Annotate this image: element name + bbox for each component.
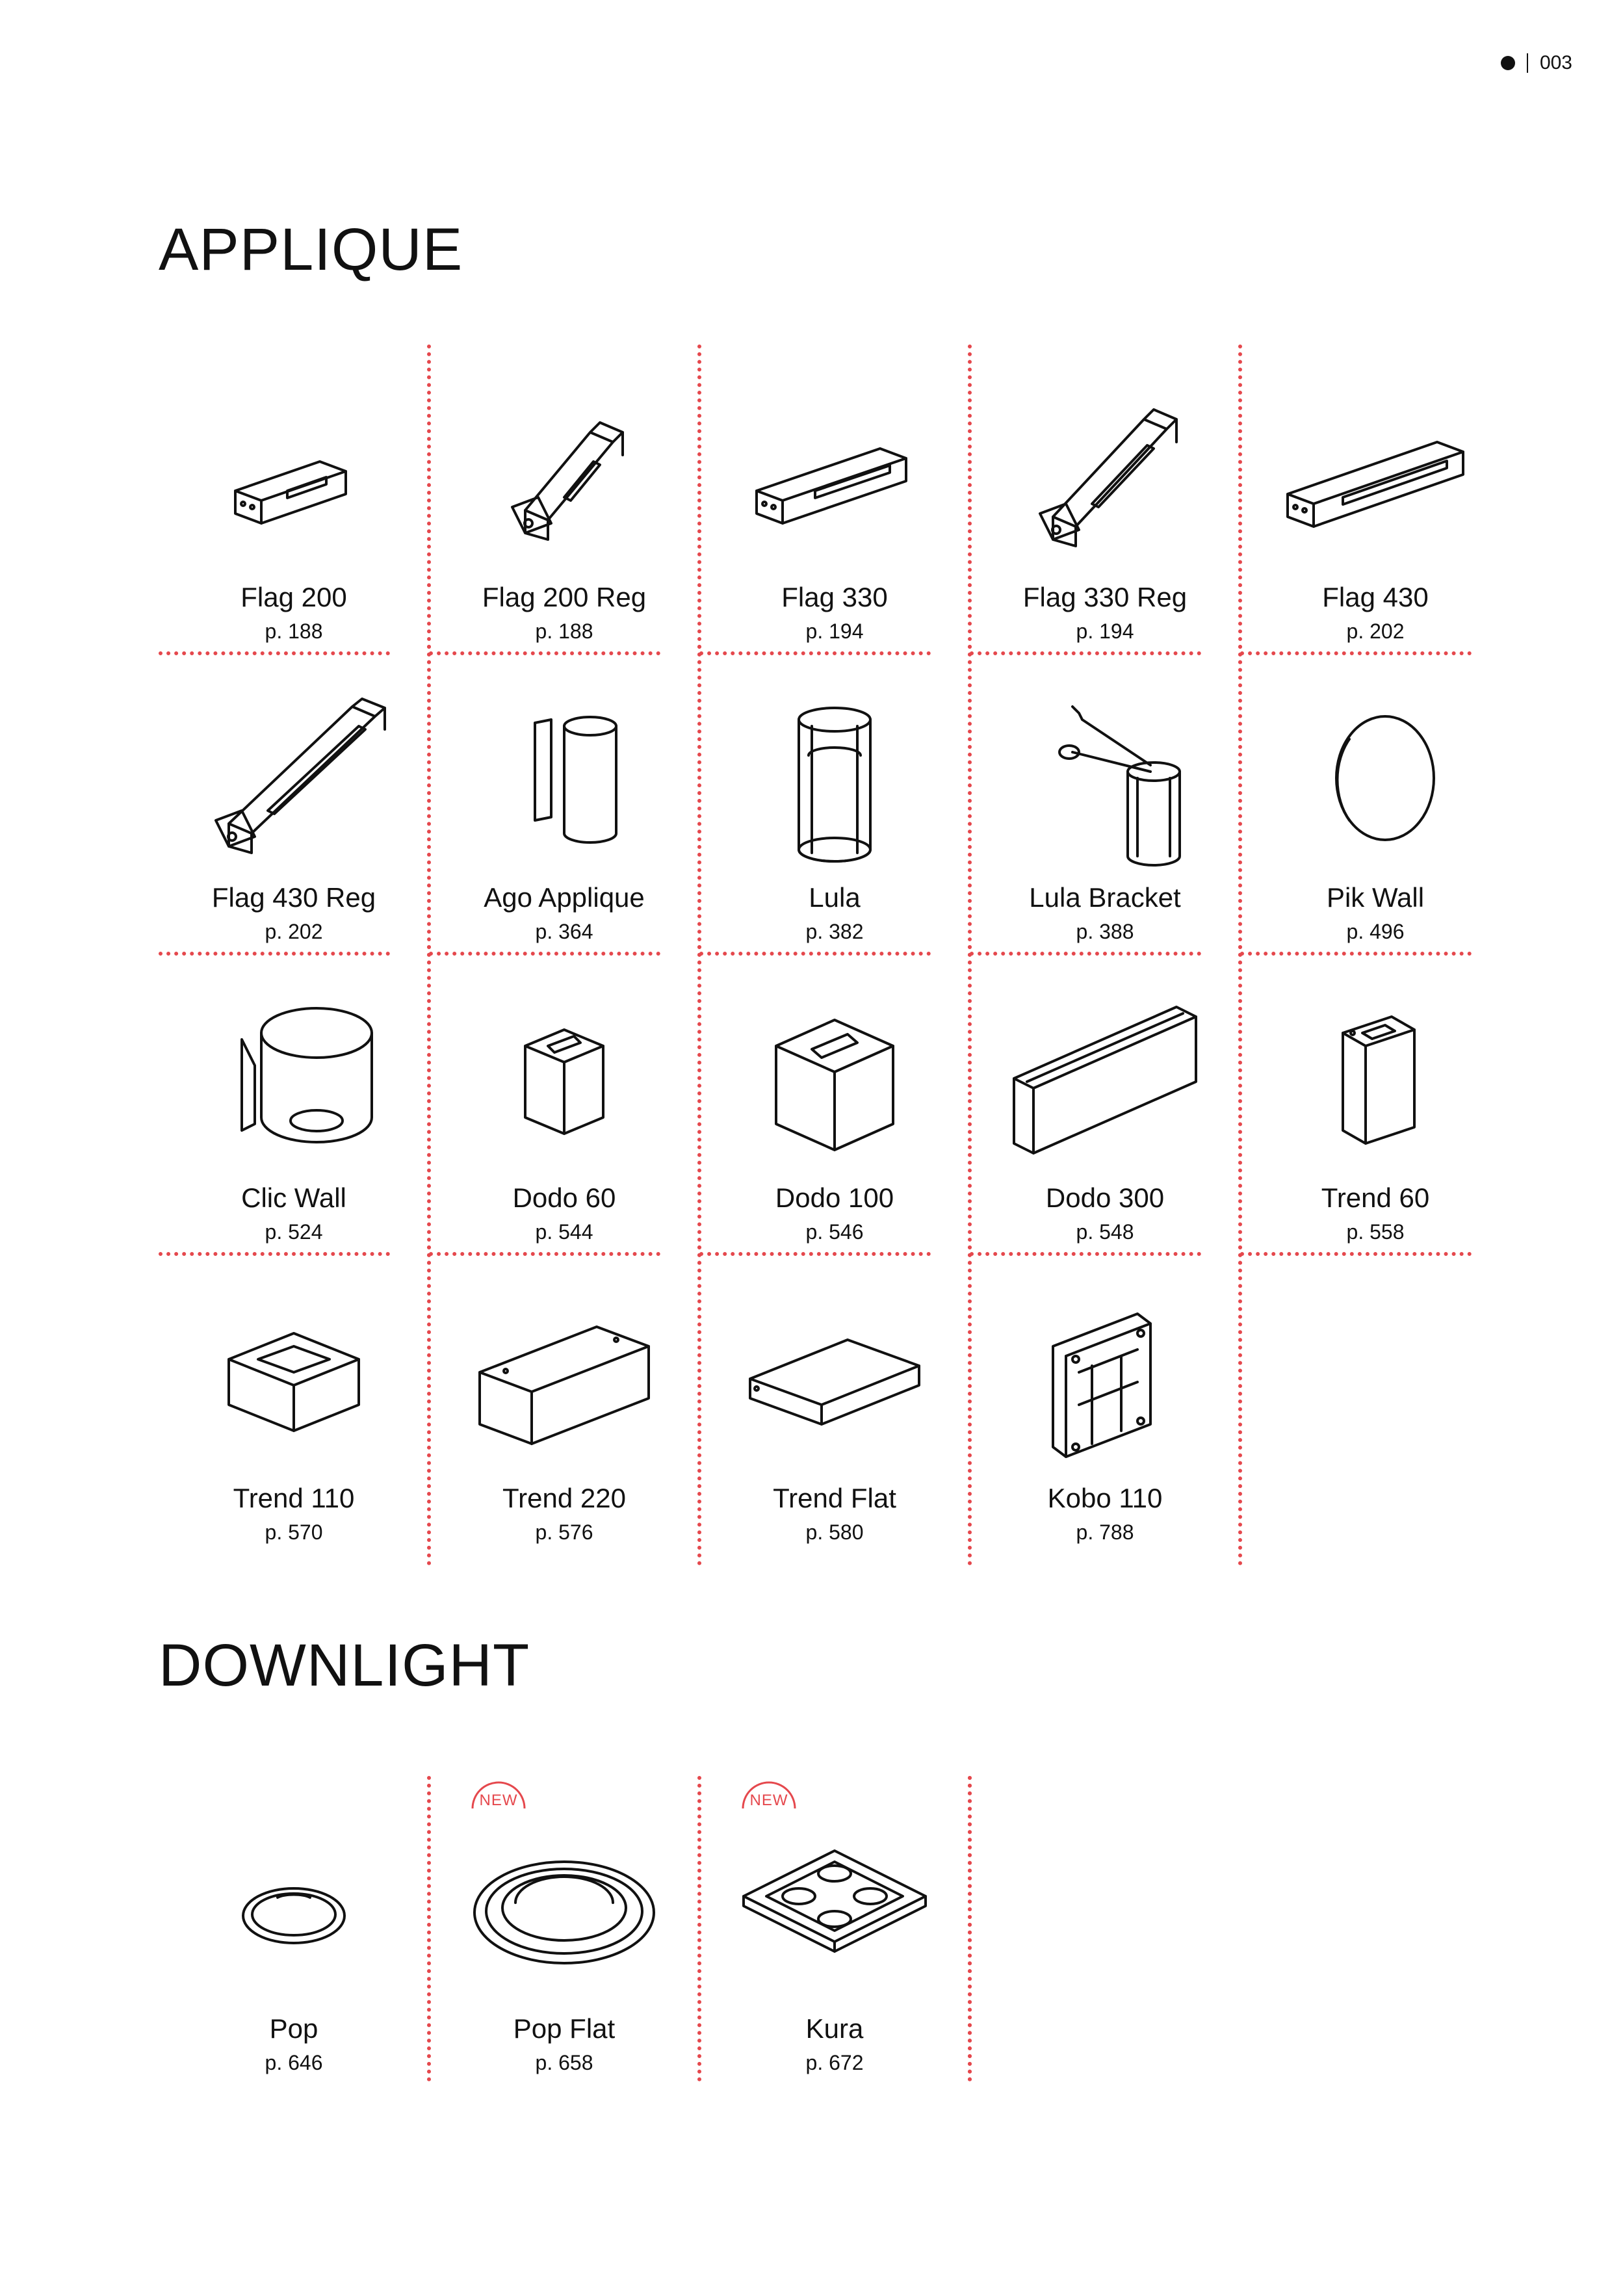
- product-name: Lula Bracket: [1029, 882, 1181, 913]
- applique-row: [159, 965, 1511, 1265]
- product-name: Flag 430 Reg: [211, 882, 376, 913]
- ago-applique-illustration-icon: [429, 677, 699, 885]
- flag-330-reg-illustration-icon: [970, 377, 1240, 585]
- product-page-ref: p. 388: [1076, 920, 1134, 943]
- downlight-grid: [159, 1792, 1511, 2081]
- dotted-divider: [970, 1252, 1201, 1256]
- product-page-ref: p. 524: [265, 1220, 323, 1244]
- product-name: Kobo 110: [1047, 1483, 1163, 1513]
- clic-wall-illustration-icon: [159, 978, 429, 1186]
- applique-title: APPLIQUE: [159, 216, 463, 283]
- product-lula-bracket[interactable]: [970, 664, 1240, 950]
- new-badge-label: NEW: [479, 1792, 518, 1809]
- product-name: Trend 110: [233, 1483, 355, 1513]
- dotted-divider: [968, 1776, 972, 2081]
- product-name: Trend Flat: [773, 1483, 896, 1513]
- product-page-ref: p. 544: [535, 1220, 593, 1244]
- dodo-100-illustration-icon: [699, 978, 970, 1186]
- trend-flat-illustration-icon: [699, 1278, 970, 1486]
- pop-illustration-icon: [159, 1808, 429, 2016]
- trend-110-illustration-icon: [159, 1278, 429, 1486]
- product-page-ref: p. 646: [265, 2051, 323, 2074]
- dotted-divider: [1238, 1246, 1242, 1565]
- dotted-divider: [699, 952, 931, 956]
- new-badge: [469, 1777, 528, 1811]
- product-page-ref: p. 658: [535, 2051, 593, 2074]
- product-page-ref: p. 788: [1076, 1520, 1134, 1544]
- product-kura[interactable]: [699, 1792, 970, 2081]
- product-dodo-300[interactable]: [970, 965, 1240, 1251]
- product-dodo-60[interactable]: [429, 965, 699, 1251]
- product-lula[interactable]: [699, 664, 970, 950]
- product-page-ref: p. 576: [535, 1520, 593, 1544]
- new-badge-label: NEW: [749, 1792, 788, 1809]
- applique-row: [159, 664, 1511, 965]
- product-name: Trend 220: [502, 1483, 626, 1513]
- product-page-ref: p. 672: [805, 2051, 864, 2074]
- flag-430-illustration-icon: [1240, 377, 1511, 585]
- pik-wall-illustration-icon: [1240, 677, 1511, 885]
- product-name: Pop: [269, 2013, 318, 2044]
- new-badge: [740, 1777, 798, 1811]
- product-name: Pop Flat: [513, 2013, 616, 2044]
- dodo-60-illustration-icon: [429, 978, 699, 1186]
- flag-200-reg-illustration-icon: [429, 377, 699, 585]
- product-name: Kura: [805, 2013, 864, 2044]
- dodo-300-illustration-icon: [970, 978, 1240, 1186]
- product-page-ref: p. 558: [1346, 1220, 1405, 1244]
- lula-bracket-illustration-icon: [970, 677, 1240, 885]
- product-page-ref: p. 194: [1076, 620, 1134, 643]
- product-page-ref: p. 188: [535, 620, 593, 643]
- product-dodo-100[interactable]: [699, 965, 970, 1251]
- dotted-divider: [429, 952, 660, 956]
- dotted-divider: [159, 1252, 390, 1256]
- flag-330-illustration-icon: [699, 377, 970, 585]
- bullet-icon: [1501, 56, 1515, 70]
- product-name: Flag 200: [240, 582, 347, 612]
- trend-60-illustration-icon: [1240, 978, 1511, 1186]
- dotted-divider: [159, 651, 390, 655]
- product-page-ref: p. 194: [805, 620, 864, 643]
- dotted-divider: [1240, 1252, 1472, 1256]
- pop-flat-illustration-icon: [429, 1808, 699, 2016]
- applique-row: [159, 364, 1511, 664]
- product-name: Ago Applique: [484, 882, 645, 913]
- product-name: Flag 330 Reg: [1022, 582, 1188, 612]
- product-page-ref: p. 546: [805, 1220, 864, 1244]
- downlight-row: [159, 1792, 1511, 2081]
- product-page-ref: p. 570: [265, 1520, 323, 1544]
- product-name: Flag 330: [781, 582, 888, 612]
- applique-grid: [159, 364, 1511, 1565]
- flag-430-reg-illustration-icon: [159, 677, 429, 885]
- product-name: Dodo 100: [775, 1182, 894, 1213]
- product-name: Clic Wall: [241, 1182, 346, 1213]
- dotted-divider: [970, 952, 1201, 956]
- trend-220-illustration-icon: [429, 1278, 699, 1486]
- kobo-110-illustration-icon: [970, 1278, 1240, 1486]
- dotted-divider: [1240, 952, 1472, 956]
- product-name: Flag 200 Reg: [482, 582, 647, 612]
- dotted-divider: [159, 952, 390, 956]
- dotted-divider: [699, 1252, 931, 1256]
- product-page-ref: p. 496: [1346, 920, 1405, 943]
- product-kobo-110[interactable]: [970, 1265, 1240, 1551]
- flag-200-illustration-icon: [159, 377, 429, 585]
- page-number: 003: [1539, 52, 1572, 73]
- downlight-title: DOWNLIGHT: [159, 1632, 530, 1699]
- product-pop-flat[interactable]: [429, 1792, 699, 2081]
- product-pik-wall[interactable]: [1240, 664, 1511, 950]
- applique-row: [159, 1265, 1511, 1565]
- product-pop[interactable]: [159, 1795, 429, 2081]
- product-name: Lula: [809, 882, 861, 913]
- product-flag-430[interactable]: [1240, 364, 1511, 650]
- divider: [1527, 53, 1528, 73]
- product-trend-flat[interactable]: [699, 1265, 970, 1551]
- dotted-divider: [429, 1252, 660, 1256]
- product-name: Pik Wall: [1326, 882, 1425, 913]
- product-clic-wall[interactable]: [159, 965, 429, 1251]
- product-trend-220[interactable]: [429, 1265, 699, 1551]
- product-page-ref: p. 580: [805, 1520, 864, 1544]
- product-flag-200-reg[interactable]: [429, 364, 699, 650]
- product-page-ref: p. 364: [535, 920, 593, 943]
- product-flag-430-reg[interactable]: [159, 664, 429, 950]
- dotted-divider: [699, 651, 931, 655]
- product-page-ref: p. 382: [805, 920, 864, 943]
- product-flag-330[interactable]: [699, 364, 970, 650]
- product-flag-200[interactable]: [159, 364, 429, 650]
- dotted-divider: [1240, 651, 1472, 655]
- lula-illustration-icon: [699, 677, 970, 885]
- product-name: Trend 60: [1321, 1182, 1430, 1213]
- product-page-ref: p. 202: [1346, 620, 1405, 643]
- page-indicator: [1501, 52, 1572, 74]
- product-page-ref: p. 188: [265, 620, 323, 643]
- product-name: Dodo 300: [1045, 1182, 1165, 1213]
- product-trend-60[interactable]: [1240, 965, 1511, 1251]
- product-page-ref: p. 548: [1076, 1220, 1134, 1244]
- product-trend-110[interactable]: [159, 1265, 429, 1551]
- dotted-divider: [429, 651, 660, 655]
- product-ago-applique[interactable]: [429, 664, 699, 950]
- kura-illustration-icon: [699, 1808, 970, 2016]
- product-name: Flag 430: [1322, 582, 1429, 612]
- product-name: Dodo 60: [512, 1182, 616, 1213]
- product-flag-330-reg[interactable]: [970, 364, 1240, 650]
- product-page-ref: p. 202: [265, 920, 323, 943]
- dotted-divider: [970, 651, 1201, 655]
